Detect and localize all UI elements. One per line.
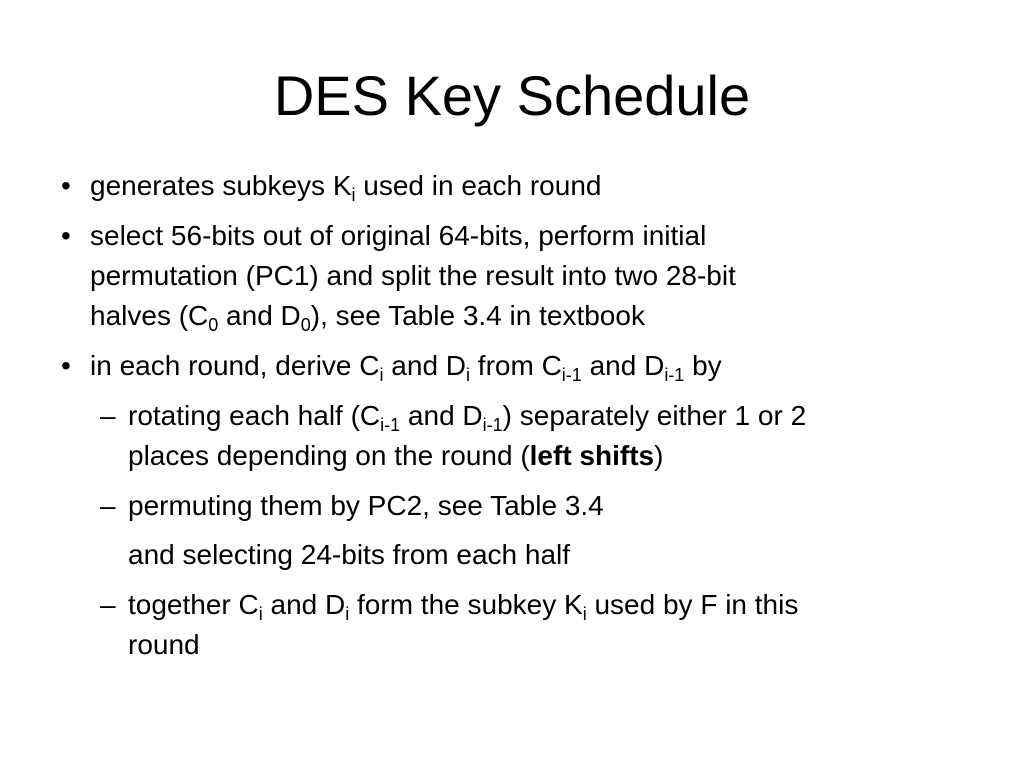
bullet-item-2-line-3: halves ($C_0$ and $D_0$), see Table 3.4 in textbook [90, 300, 645, 335]
dash-marker: – [100, 400, 116, 431]
left-shifts-emphasis: left shifts [529, 440, 655, 471]
sub-bullet-item-3-line-2: round [128, 629, 200, 660]
bullet-item-2: • select 56-bits out of original 64-bits, perform initial [90, 216, 706, 256]
sub-bullet-item-2: – permuting them by PC2, see Table 3.4 [128, 486, 604, 526]
bullet-marker: • [61, 220, 71, 251]
sub-bullet-item-3: – together $C_i$ and $D_i$ form the subkey $K_i$ used by F in this [128, 585, 798, 625]
sub-bullet-item-1-line-2: places depending on the round (left shifts) [128, 440, 664, 471]
sub-bullet-item-2-continuation: and selecting 24-bits from each half [128, 539, 571, 570]
dash-marker: – [100, 589, 116, 620]
bullet-item-2-line-2: permutation (PC1) and split the result into two 28-bit [90, 260, 736, 291]
slide-title: DES Key Schedule [273, 64, 751, 127]
bullet-item-3: • in each round, derive $C_i$ and $D_i$ from $C_{i-1}$ and $D_{i-1}$ by [90, 346, 722, 386]
bullet-marker: • [61, 170, 71, 201]
bullet-item-1: • generates subkeys $K_i$ used in each round [90, 166, 601, 206]
bullet-marker: • [61, 350, 71, 381]
dash-marker: – [100, 490, 116, 521]
sub-bullet-item-1: – rotating each half ($C_{i-1}$ and $D_{i-1}$) separately either 1 or 2 [128, 396, 806, 436]
